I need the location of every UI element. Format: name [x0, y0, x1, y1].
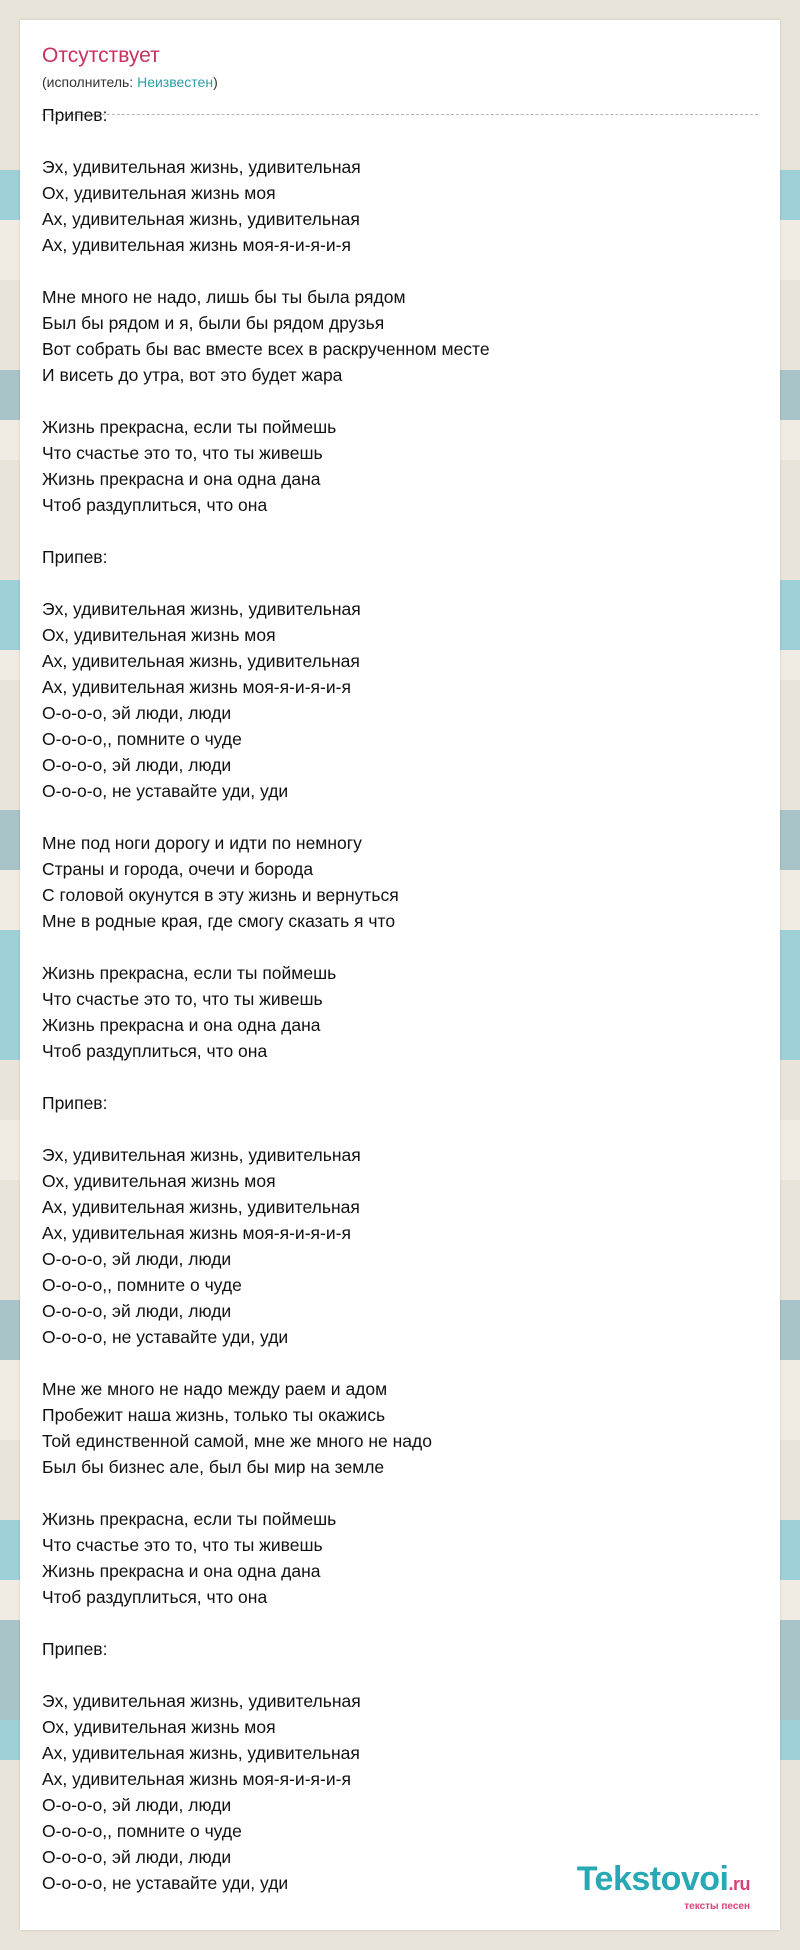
lyrics-line: Жизнь прекрасна, если ты поймешь	[42, 417, 337, 437]
lyrics-blank-line	[42, 934, 758, 960]
lyrics-line: С головой окунутся в эту жизнь и вернуться	[42, 885, 399, 905]
site-logo[interactable]	[577, 1862, 750, 1912]
lyrics-blank-line	[42, 1662, 758, 1688]
lyrics-line: Ах, удивительная жизнь моя-я-и-я-и-я	[42, 1223, 351, 1243]
lyrics-line: И висеть до утра, вот это будет жара	[42, 365, 343, 385]
lyrics-blank-line	[42, 388, 758, 414]
lyrics-line: Жизнь прекрасна, если ты поймешь	[42, 963, 337, 983]
lyrics-line: Мне под ноги дорогу и идти по немногу	[42, 833, 362, 853]
lyrics-line: Ах, удивительная жизнь, удивительная	[42, 1743, 360, 1763]
lyrics-line: Эх, удивительная жизнь, удивительная	[42, 157, 361, 177]
lyrics-line: Припев:	[42, 547, 108, 567]
lyrics-line: Что счастье это то, что ты живешь	[42, 443, 323, 463]
lyrics-line: О-о-о-о, эй люди, люди	[42, 1847, 232, 1867]
lyrics-line: Что счастье это то, что ты живешь	[42, 1535, 323, 1555]
lyrics-line: Чтоб раздуплиться, что она	[42, 1587, 268, 1607]
lyrics-line: Той единственной самой, мне же много не надо	[42, 1431, 432, 1451]
artist-prefix: (исполнитель:	[42, 74, 138, 90]
lyrics-blank-line	[42, 258, 758, 284]
lyrics-line: Эх, удивительная жизнь, удивительная	[42, 599, 361, 619]
lyrics-line: Чтоб раздуплиться, что она	[42, 495, 268, 515]
artist-line	[42, 72, 218, 92]
lyrics-blank-line	[42, 1610, 758, 1636]
lyrics-blank-line	[42, 518, 758, 544]
lyrics-line: Ох, удивительная жизнь моя	[42, 183, 276, 203]
artist-suffix: )	[213, 74, 218, 90]
lyrics-blank-line	[42, 1064, 758, 1090]
lyrics-blank-line	[42, 804, 758, 830]
lyrics-line: Что счастье это то, что ты живешь	[42, 989, 323, 1009]
lyrics-line: Жизнь прекрасна и она одна дана	[42, 1561, 321, 1581]
lyrics-line: О-о-о-о, не уставайте уди, уди	[42, 1327, 289, 1347]
lyrics-line: Эх, удивительная жизнь, удивительная	[42, 1691, 361, 1711]
lyrics-blank-line	[42, 128, 758, 154]
lyrics-line: О-о-о-о, эй люди, люди	[42, 1301, 232, 1321]
logo-tld: .ru	[728, 1874, 750, 1894]
lyrics-line: Жизнь прекрасна и она одна дана	[42, 469, 321, 489]
lyrics-line: О-о-о-о,, помните о чуде	[42, 1821, 242, 1841]
lyrics-line: Ох, удивительная жизнь моя	[42, 1171, 276, 1191]
lyrics-line: Ох, удивительная жизнь моя	[42, 1717, 276, 1737]
song-title: Отсутствует	[42, 44, 160, 67]
lyrics-blank-line	[42, 1480, 758, 1506]
lyrics-line: О-о-о-о, эй люди, люди	[42, 1795, 232, 1815]
lyrics-line: Мне же много не надо между раем и адом	[42, 1379, 388, 1399]
lyrics-line: Припев:	[42, 1639, 108, 1659]
lyrics-line: Страны и города, очечи и борода	[42, 859, 314, 879]
lyrics-line: Мне много не надо, лишь бы ты была рядом	[42, 287, 406, 307]
lyrics-line: Ах, удивительная жизнь моя-я-и-я-и-я	[42, 235, 351, 255]
lyrics-line: Ах, удивительная жизнь, удивительная	[42, 1197, 360, 1217]
lyrics-line: Чтоб раздуплиться, что она	[42, 1041, 268, 1061]
lyrics-line: Жизнь прекрасна и она одна дана	[42, 1015, 321, 1035]
lyrics-line: О-о-о-о,, помните о чуде	[42, 729, 242, 749]
lyrics-line: О-о-о-о, эй люди, люди	[42, 703, 232, 723]
lyrics-line: Припев:	[42, 105, 108, 125]
lyrics-line: О-о-о-о, не уставайте уди, уди	[42, 1873, 289, 1893]
lyrics-line: Ах, удивительная жизнь, удивительная	[42, 651, 360, 671]
artist-link[interactable]: Неизвестен	[137, 74, 214, 90]
lyrics-line: Ах, удивительная жизнь, удивительная	[42, 209, 360, 229]
lyrics-blank-line	[42, 1350, 758, 1376]
logo-tagline: тексты песен	[684, 1901, 750, 1912]
lyrics-line: Ох, удивительная жизнь моя	[42, 625, 276, 645]
lyrics-blank-line	[42, 570, 758, 596]
lyrics-line: О-о-о-о,, помните о чуде	[42, 1275, 242, 1295]
lyrics-line: Пробежит наша жизнь, только ты окажись	[42, 1405, 386, 1425]
lyrics-card	[20, 20, 780, 1930]
lyrics-line: О-о-о-о, не уставайте уди, уди	[42, 781, 289, 801]
lyrics-line: Эх, удивительная жизнь, удивительная	[42, 1145, 361, 1165]
lyrics-blank-line	[42, 1116, 758, 1142]
lyrics-text	[42, 102, 758, 1896]
lyrics-line: Ах, удивительная жизнь моя-я-и-я-и-я	[42, 677, 351, 697]
lyrics-line: Вот собрать бы вас вместе всех в раскрученном месте	[42, 339, 490, 359]
lyrics-line: Ах, удивительная жизнь моя-я-и-я-и-я	[42, 1769, 351, 1789]
lyrics-line: Мне в родные края, где смогу сказать я что	[42, 911, 396, 931]
logo-main-text: Tekstovoi	[576, 1860, 729, 1898]
lyrics-line: Жизнь прекрасна, если ты поймешь	[42, 1509, 337, 1529]
lyrics-line: Был бы рядом и я, были бы рядом друзья	[42, 313, 385, 333]
lyrics-line: Припев:	[42, 1093, 108, 1113]
lyrics-line: О-о-о-о, эй люди, люди	[42, 1249, 232, 1269]
lyrics-line: Был бы бизнес але, был бы мир на земле	[42, 1457, 385, 1477]
logo-wordmark	[577, 1862, 750, 1901]
lyrics-line: О-о-о-о, эй люди, люди	[42, 755, 232, 775]
